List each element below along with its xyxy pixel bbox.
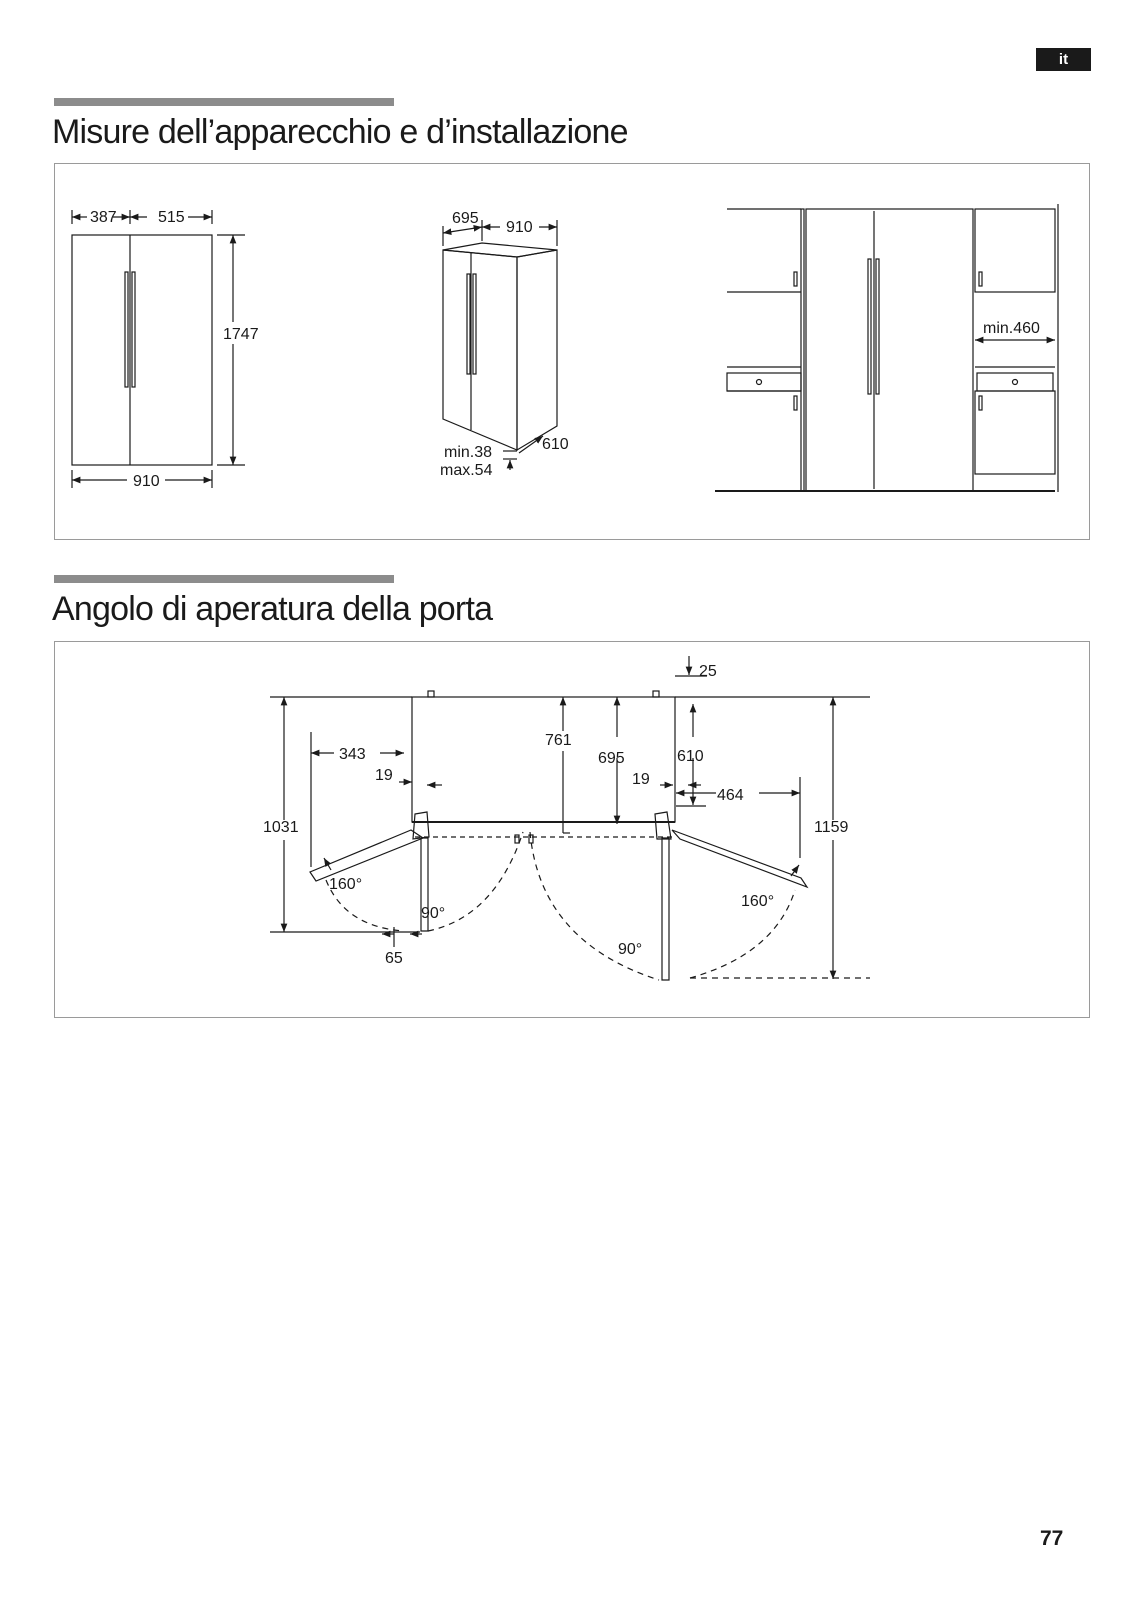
page-number: 77 bbox=[1040, 1527, 1064, 1550]
dim-right-hinge: 19 bbox=[632, 771, 650, 788]
angle-160-right: 160° bbox=[741, 893, 775, 910]
angle-160-left: 160° bbox=[329, 876, 363, 893]
dim-height: 1747 bbox=[223, 326, 259, 343]
section-rule bbox=[54, 575, 394, 583]
dim-depth-610: 610 bbox=[677, 748, 704, 765]
dim-width-top: 910 bbox=[506, 219, 533, 236]
dim-gap-min: min.38 bbox=[444, 444, 493, 461]
dim-body-depth: 761 bbox=[545, 732, 572, 749]
dimensions-panel bbox=[54, 163, 1090, 540]
dim-side-clearance: min.460 bbox=[983, 320, 1040, 337]
dim-top-gap: 25 bbox=[699, 663, 717, 680]
dim-left-total: 1031 bbox=[263, 819, 299, 836]
language-tag: it bbox=[1036, 48, 1091, 71]
installation-view-drawing bbox=[715, 204, 1058, 492]
dim-right-total: 1159 bbox=[814, 819, 849, 836]
dim-depth-695: 695 bbox=[598, 750, 625, 767]
perspective-view-drawing bbox=[443, 220, 557, 470]
dim-right-swing: 464 bbox=[717, 787, 744, 804]
dim-width: 910 bbox=[133, 473, 160, 490]
door-angle-panel bbox=[54, 641, 1090, 1018]
section-rule bbox=[54, 98, 394, 106]
section-title-door-angle: Angolo di aperatura della porta bbox=[52, 590, 493, 628]
front-view-drawing bbox=[72, 210, 245, 488]
section-title-dimensions: Misure dell’apparecchio e d’installazione bbox=[52, 113, 628, 151]
dim-gap-max: max.54 bbox=[440, 462, 493, 479]
dim-depth-total: 610 bbox=[542, 436, 569, 453]
dim-left-hinge: 19 bbox=[375, 767, 393, 784]
angle-90-left: 90° bbox=[421, 905, 446, 922]
dim-door-left-width: 387 bbox=[90, 209, 117, 226]
dim-door-right-width: 515 bbox=[158, 209, 185, 226]
angle-90-right: 90° bbox=[618, 941, 643, 958]
dim-left-offset: 65 bbox=[385, 950, 403, 967]
dim-left-swing: 343 bbox=[339, 746, 366, 763]
dim-depth-door: 695 bbox=[452, 210, 479, 227]
door-angle-drawing bbox=[270, 656, 870, 980]
